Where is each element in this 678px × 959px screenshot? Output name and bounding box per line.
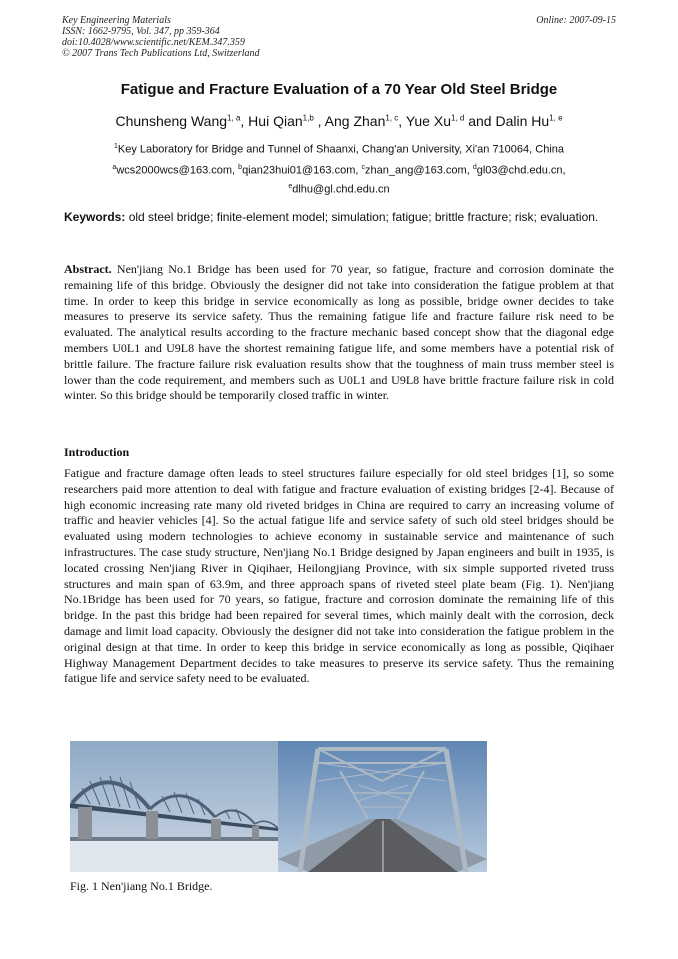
keywords-label: Keywords:	[64, 210, 126, 224]
email-link[interactable]: zhan_ang@163.com	[365, 164, 467, 177]
author-name: Yue Xu	[405, 113, 451, 129]
author-sup: 1, c	[385, 113, 399, 123]
email-link[interactable]: dlhu@gl.chd.edu.cn	[292, 183, 390, 196]
author-name: Hui Qian	[248, 113, 303, 129]
copyright-line: © 2007 Trans Tech Publications Ltd, Switzerland	[62, 48, 260, 59]
author-sup: 1, d	[450, 113, 465, 123]
email-list: $^a$wcs2000wcs@163.com, $^b$qian23hui01@163.com, $^c$zhan_ang@163.com, $^d$gl03@chd.edu.cn, $^e$dlhu@gl.chd.edu.cn	[112, 164, 566, 196]
email-link[interactable]: gl03@chd.edu.cn	[476, 164, 563, 177]
author-name: Dalin Hu	[495, 113, 550, 129]
paper-title: Fatigue and Fracture Evaluation of a 70 Year Old Steel Bridge	[120, 81, 558, 98]
author-sup: 1, a	[227, 113, 241, 123]
author-sup: 1, e	[549, 113, 563, 123]
abstract-label: Abstract.	[64, 262, 112, 276]
abstract-text: Nen'jiang No.1 Bridge has been used for 70 year, so fatigue, fracture and corrosion dominate the remaining life of this bridge. Obviously the designer did not take into consideration the fatigue problem at that time. In order to keep this bridge in service economically as long as possible, bridge owner decides to take measures to preserve its service safety. Thus the remaining fatigue life and fracture failure risk need to be evaluated. The analytical results according to the fracture mechanic based concept show that the diagonal edge members U0L1 and U9L8 have the shortest remaining fatigue life, and some members have a potential risk of brittle failure. The fracture failure risk evaluation results show that the toughness of main truss member steel is lower than the code requirement, and members such as U0L1 and U9L8 have brittle fracture failure risk in cold winter. So this bridge should be temporarily closed traffic in winter.	[64, 262, 615, 403]
introduction-heading: Introduction	[64, 445, 130, 459]
online-date: Online: 2007-09-15	[536, 15, 616, 26]
bridge-deck-photo	[278, 741, 487, 872]
keywords-text: old steel bridge; finite-element model; simulation; fatigue; brittle fracture; risk; evaluation.	[128, 210, 599, 224]
introduction-text: Fatigue and fracture damage often leads to steel structures failure especially for old steel bridges [1], so some researchers paid more attention to deal with fatigue and fracture evaluation of existing bridges [2-4]. Because of high economic increasing rate many old riveted bridges in China are required to carry an increasing volume of traffic and heavier vehicles [4]. So the actual fatigue life and service safety of such old steel bridges should be evaluated using modern technologies to achieve economy in sustainable service and maintenance of such infrastructures. The case study structure, Nen'jiang No.1 Bridge designed by Japan engineers and built in 1935, is located crossing Nen'jiang River in Qiqihaer, Heilongjiang Province, with six simple supported riveted truss structures and main span of 63.9m, and three approach spans of riveted steel plate beam (Fig. 1). Nen'jiang No.1Bridge has been used for 70 years, so fatigue, fracture and corrosion dominate the remaining life of this bridge. In the past this bridge had been repaired for several times, which mainly dealt with the corrosion, deck damage and limit load capacity. Obviously the designer did not take into consideration the fatigue problem in the original design at that time. In order to keep this bridge in service economically as long as possible, Qiqihaer Highway Management Department decides to take measures to preserve its service safety. Thus the remaining fatigue life and service safety need to be evaluated.	[64, 466, 614, 686]
author-name: Chunsheng Wang	[115, 113, 228, 129]
author-sup: 1,b	[302, 113, 314, 123]
journal-header	[62, 15, 260, 59]
keywords	[64, 210, 614, 225]
email-link[interactable]: wcs2000wcs@163.com	[116, 164, 233, 177]
journal-name: Key Engineering Materials	[62, 15, 171, 26]
doi-line: doi:10.4028/www.scientific.net/KEM.347.359	[62, 37, 245, 48]
affiliation-sup: 1	[113, 143, 118, 150]
affiliation	[60, 139, 618, 158]
bridge-side-photo	[70, 741, 278, 872]
email-link[interactable]: qian23hui01@163.com	[242, 164, 356, 177]
abstract	[64, 262, 614, 404]
author-list: Chunsheng Wang$^{1, a}$, Hui Qian$^{1,b}$ , Ang Zhan$^{1, c}$, Yue Xu$^{1, d}$ and Dalin Hu$^{1, e}$	[115, 113, 563, 129]
issn-line: ISSN: 1662-9795, Vol. 347, pp 359-364	[62, 26, 220, 37]
author-name: Ang Zhan	[324, 113, 386, 129]
figure-caption: Fig. 1 Nen'jiang No.1 Bridge.	[70, 879, 213, 893]
affiliation-text: Key Laboratory for Bridge and Tunnel of Shaanxi, Chang'an University, Xi'an 710064, China	[117, 143, 564, 156]
